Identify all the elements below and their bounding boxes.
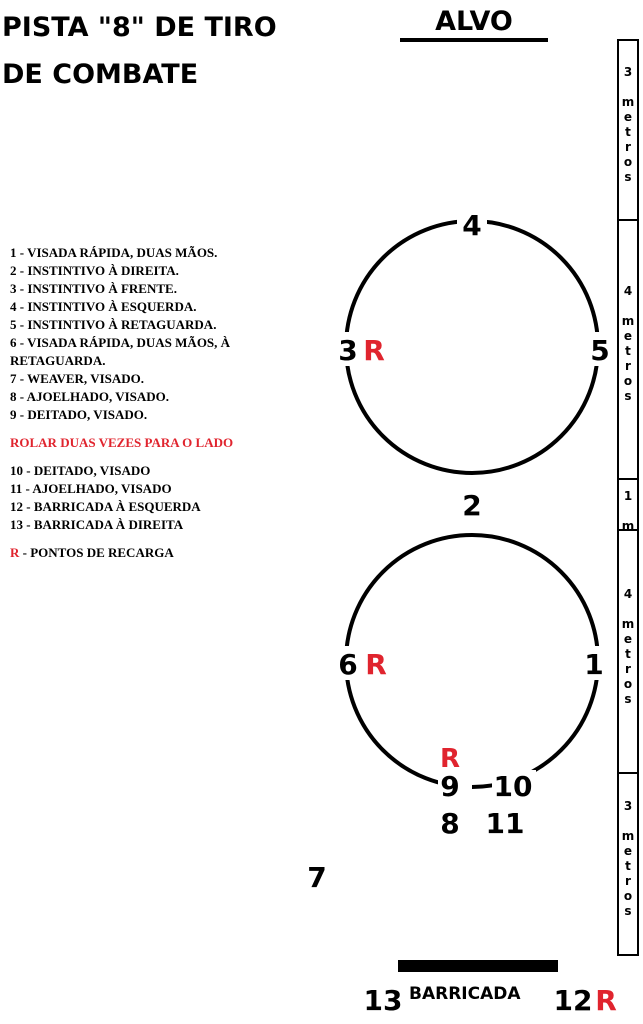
legend-item-1: 1 - VISADA RÁPIDA, DUAS MÃOS. xyxy=(10,245,218,260)
scale-label-char: m xyxy=(621,95,635,109)
legend-item-11: 11 - AJOELHADO, VISADO xyxy=(10,481,172,496)
position-2: 2 xyxy=(462,489,482,522)
reload-marker-6: R xyxy=(365,648,387,681)
scale-label-char: o xyxy=(623,889,633,903)
legend-item-9: 9 - DEITADO, VISADO. xyxy=(10,407,148,422)
scale-label-char: e xyxy=(623,110,633,124)
scale-label-char: o xyxy=(623,374,633,388)
scale-label-char: r xyxy=(625,662,631,676)
legend-item-12: 12 - BARRICADA À ESQUERDA xyxy=(10,499,201,514)
reload-key: R xyxy=(10,545,20,560)
position-7: 7 xyxy=(307,861,327,894)
scale-label-char: 3 xyxy=(623,65,633,79)
scale-label-char: e xyxy=(623,632,633,646)
position-5: 5 xyxy=(590,334,610,367)
legend-item-6: 6 - VISADA RÁPIDA, DUAS MÃOS, À xyxy=(10,335,231,350)
scale-label-char: 3 xyxy=(623,799,633,813)
position-1: 1 xyxy=(584,648,604,681)
position-9: 9 xyxy=(440,770,460,803)
scale-label-char: t xyxy=(625,647,631,661)
roll-instruction: ROLAR DUAS VEZES PARA O LADO xyxy=(10,435,234,450)
legend-item-4: 4 - INSTINTIVO À ESQUERDA. xyxy=(10,299,197,314)
legend-item-10: 10 - DEITADO, VISADO xyxy=(10,463,151,478)
scale-label-char: e xyxy=(623,329,633,343)
scale-label-char: 1 xyxy=(623,489,633,503)
legend-item-2: 2 - INSTINTIVO À DIREITA. xyxy=(10,263,179,278)
scale-label-char: s xyxy=(624,389,632,403)
target-label: ALVO xyxy=(435,6,513,37)
position-3: 3 xyxy=(338,334,358,367)
scale-label-char: o xyxy=(623,155,633,169)
legend-item-13: 13 - BARRICADA À DIREITA xyxy=(10,517,184,532)
position-10: 10 xyxy=(493,770,533,803)
barricade-label: BARRICADA xyxy=(409,984,521,1004)
reload-key-text: - PONTOS DE RECARGA xyxy=(19,545,174,560)
scale-label-char: s xyxy=(624,904,632,918)
reload-marker-9: R xyxy=(439,744,461,774)
position-4: 4 xyxy=(462,209,482,242)
scale-label-char: r xyxy=(625,359,631,373)
legend-item-3: 3 - INSTINTIVO À FRENTE. xyxy=(10,281,177,296)
position-8: 8 xyxy=(440,807,460,840)
legend-item-8: 8 - AJOELHADO, VISADO. xyxy=(10,389,170,404)
scale-label-char: 4 xyxy=(623,284,633,298)
scale-label-char: m xyxy=(621,829,635,843)
title-line-1: PISTA "8" DE TIRO xyxy=(2,12,277,43)
scale-label-char: t xyxy=(625,344,631,358)
position-12: 12 xyxy=(553,984,593,1017)
scale-label-char: t xyxy=(625,859,631,873)
scale-label-char: m xyxy=(621,314,635,328)
scale-label-char: s xyxy=(624,692,632,706)
reload-marker-3: R xyxy=(363,334,385,367)
title-line-2: DE COMBATE xyxy=(2,59,199,90)
legend-item-6-cont: RETAGUARDA. xyxy=(10,353,106,368)
legend-item-7: 7 - WEAVER, VISADO. xyxy=(10,371,145,386)
scale-label-char: s xyxy=(624,170,632,184)
legend-item-5: 5 - INSTINTIVO À RETAGUARDA. xyxy=(10,317,217,332)
scale-label-char: e xyxy=(623,844,633,858)
scale-label-char: t xyxy=(625,125,631,139)
barricade xyxy=(398,960,558,972)
scale-label-char: r xyxy=(625,140,631,154)
scale-label-char: o xyxy=(623,677,633,691)
scale-label-char: 4 xyxy=(623,587,633,601)
distance-scale xyxy=(618,40,638,955)
scale-label-char: m xyxy=(621,519,635,533)
position-11: 11 xyxy=(485,807,525,840)
scale-label-char: m xyxy=(621,617,635,631)
position-6: 6 xyxy=(338,648,358,681)
reload-marker-12: R xyxy=(595,984,617,1017)
scale-label-char: r xyxy=(625,874,631,888)
position-13: 13 xyxy=(363,984,403,1017)
